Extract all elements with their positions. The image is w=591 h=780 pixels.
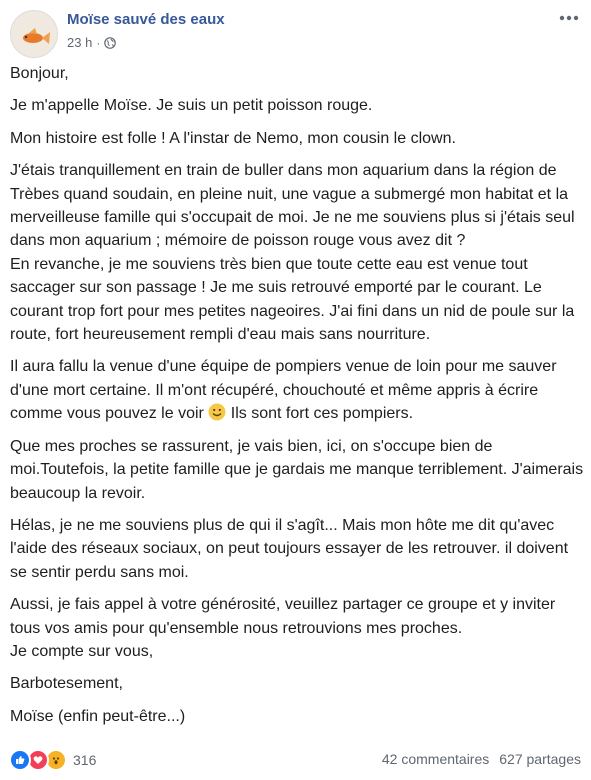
post-paragraph: J'étais tranquillement en train de buller dans mon aquarium dans la région de Trèbes quand soudain, en pleine nuit, une vague a submergé mon habitat et la merveilleuse famille qui s'occupait de moi. Je ne me souviens plus si j'étais seul dans mon aquarium ; mémoire de poisson rouge vous avez dit ? En revanche, je me souviens très bien que toute cette eau est venue tout saccager sur son passage ! Je me suis retrouvé emporté par le courant. Le courant trop fort pour mes petites nageoires. J'ai fini dans un nid de poule sur la route, fort heureusement rempli d'eau mais sans nourriture.: [10, 162, 575, 344]
more-options-button[interactable]: [557, 8, 581, 28]
comments-count-link[interactable]: 42 commentaires: [381, 751, 490, 767]
meta-separator: ·: [96, 35, 101, 50]
post-header: [0, 0, 591, 60]
page-name-link[interactable]: Moïse sauvé des eaux: [67, 11, 225, 28]
post-paragraph: Hélas, je ne me souviens plus de qui il s'agît... Mais mon hôte me dit qu'avec l'aide des réseaux sociaux, on peut toujours essayer de les retrouver. il doivent se sentir perdu sans moi.: [10, 516, 569, 581]
page-avatar[interactable]: [10, 10, 58, 58]
post-paragraph: Moïse (enfin peut-être...): [10, 707, 186, 725]
post-paragraph: Je m'appelle Moïse. Je suis un petit poisson rouge.: [10, 97, 373, 115]
post-footer: [0, 747, 591, 773]
post-paragraph: Que mes proches se rassurent, je vais bien, ici, on s'occupe bien de moi.Toutefois, la petite famille que je gardais me manque terriblement. J'aimerais beaucoup la revoir.: [10, 437, 584, 502]
reaction-count[interactable]: 316: [73, 752, 97, 768]
post-paragraph: Aussi, je fais appel à votre générosité, veuillez partager ce groupe et y inviter tous vos amis pour qu'ensemble nous retrouvions mes proches. Je compte sur vous,: [10, 596, 556, 660]
post-paragraph: Bonjour,: [10, 65, 69, 82]
post-paragraph: Mon histoire est folle ! A l'instar de Nemo, mon cousin le clown.: [10, 129, 456, 147]
globe-icon[interactable]: [104, 37, 116, 49]
goldfish-icon: [11, 11, 57, 57]
shares-count-link[interactable]: 627 partages: [499, 751, 581, 767]
smile-emoji-icon: [208, 403, 226, 421]
more-dots-icon: [559, 15, 579, 21]
post-paragraph-text: Ils sont fort ces pompiers.: [226, 405, 414, 423]
post-text: [10, 62, 584, 737]
post-meta: [67, 35, 116, 50]
post-stats: [382, 751, 581, 767]
post-paragraph: Barbotesement,: [10, 675, 123, 693]
post-paragraph: [10, 355, 584, 425]
post-paragraph-text: Il aura fallu la venue d'une équipe de pompiers venue de loin pour me sauver d'une mort certaine. Il m'ont récupéré, chouchouté et même appris à écrire comme vous pouvez le voir: [10, 358, 557, 423]
post-time[interactable]: 23 h: [67, 35, 93, 50]
reactions-summary[interactable]: [9, 749, 96, 771]
like-icon: [9, 749, 31, 771]
